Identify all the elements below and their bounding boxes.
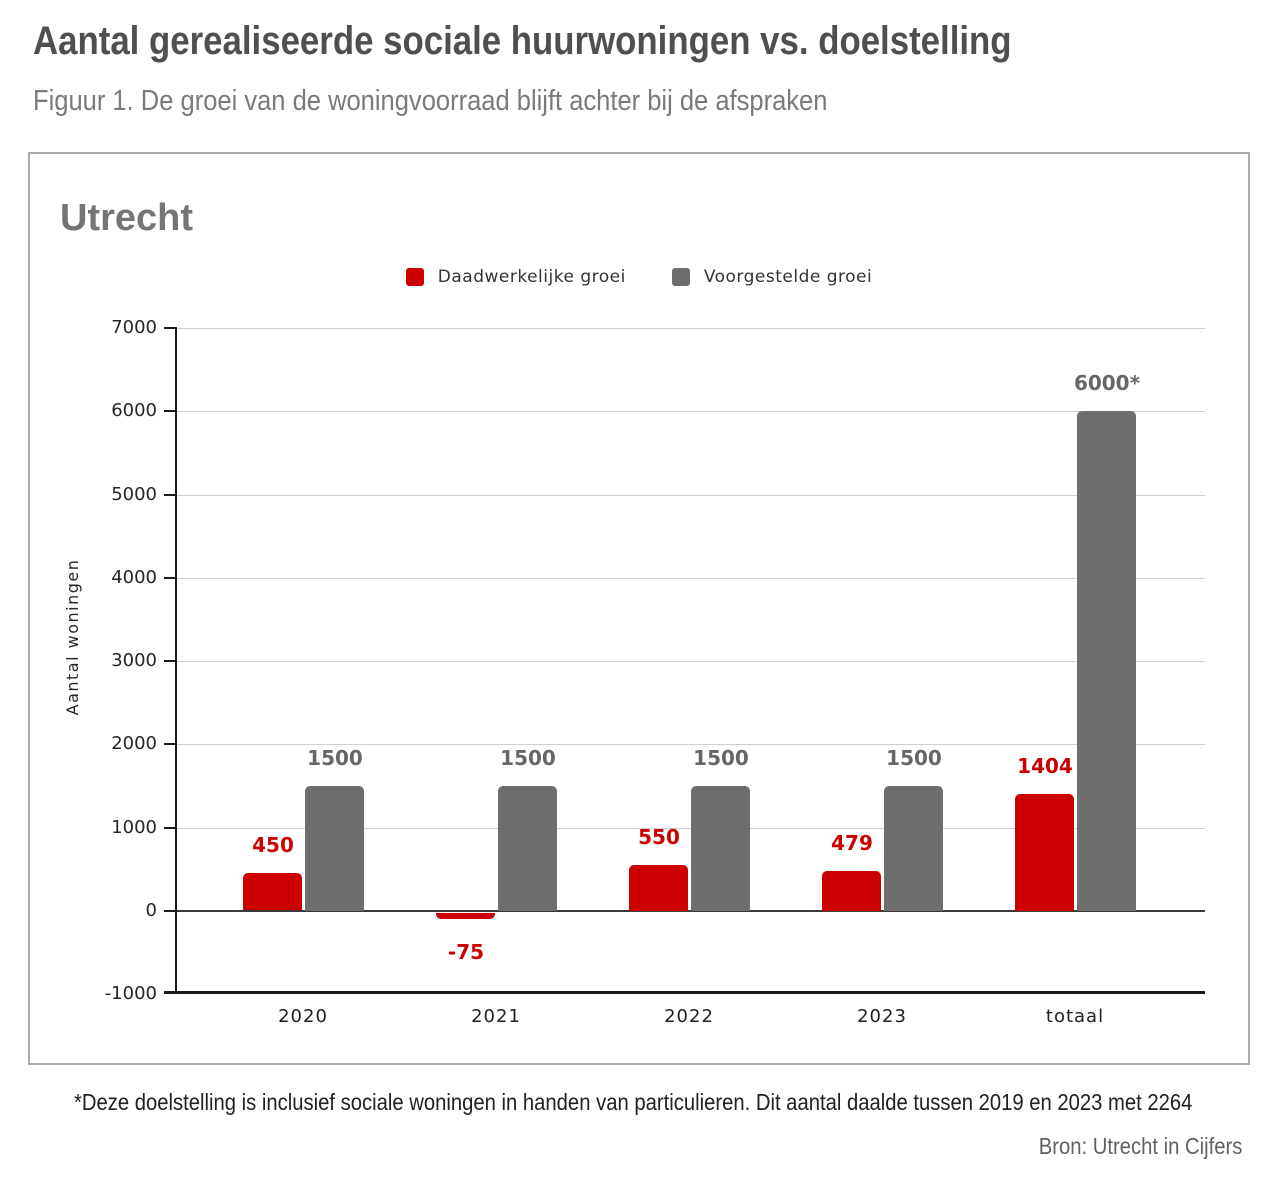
bar-label-proposed-2020: 1500 [307, 746, 363, 770]
x-tick-label-2020: 2020 [278, 1006, 328, 1027]
page-subtitle: Figuur 1. De groei van de woningvoorraad blijft achter bij de afspraken [33, 85, 828, 117]
legend-swatch-gray-icon [672, 268, 690, 286]
bar-label-proposed-2023: 1500 [886, 746, 942, 770]
y-tick-label: 6000 [111, 400, 157, 421]
bar-proposed-2020 [305, 786, 364, 911]
y-axis-tick [164, 410, 177, 412]
bar-actual-2020 [243, 873, 302, 910]
bar-label-proposed-2022: 1500 [693, 746, 749, 770]
legend-swatch-red-icon [406, 268, 424, 286]
y-axis-tick [164, 577, 177, 579]
x-axis-line [164, 991, 1205, 994]
bar-actual-2021 [436, 913, 495, 919]
legend-label-actual: Daadwerkelijke groei [437, 267, 626, 287]
y-axis-tick [164, 494, 177, 496]
bar-label-actual-2023: 479 [831, 831, 873, 855]
y-tick-label: 7000 [111, 317, 157, 338]
chart-region-title: Utrecht [60, 197, 194, 239]
gridline [177, 328, 1205, 329]
bar-label-proposed-totaal: 6000* [1073, 371, 1141, 395]
y-tick-label: 0 [145, 900, 157, 921]
source-credit: Bron: Utrecht in Cijfers [1038, 1133, 1242, 1159]
bar-proposed-2021 [498, 786, 557, 911]
footnote: *Deze doelstelling is inclusief sociale woningen in handen van particulieren. Dit aantal daalde tussen 2019 en 2023 met 2264 [74, 1089, 1193, 1115]
y-axis-tick [164, 743, 177, 745]
bar-label-proposed-2021: 1500 [500, 746, 556, 770]
y-tick-label: 2000 [111, 733, 157, 754]
legend-label-proposed: Voorgestelde groei [703, 267, 873, 287]
bar-proposed-2023 [884, 786, 943, 911]
bar-label-actual-totaal: 1404 [1017, 754, 1073, 778]
bar-label-actual-2022: 550 [638, 825, 680, 849]
legend-item-proposed [672, 267, 872, 287]
x-tick-label-2021: 2021 [471, 1006, 521, 1027]
y-axis-tick [164, 660, 177, 662]
legend-item-actual [406, 267, 626, 287]
y-tick-label: 5000 [111, 484, 157, 505]
bar-actual-2022 [629, 865, 688, 911]
x-tick-label-2022: 2022 [664, 1006, 714, 1027]
gridline [177, 744, 1205, 745]
y-axis-title: Aantal woningen [63, 558, 82, 716]
gridline [177, 495, 1205, 496]
y-tick-label: 3000 [111, 650, 157, 671]
bar-proposed-2022 [691, 786, 750, 911]
plot-area [104, 317, 1205, 1027]
bar-proposed-totaal [1077, 411, 1136, 911]
gridline [177, 578, 1205, 579]
x-tick-label-totaal: totaal [1045, 1006, 1105, 1027]
page-title: Aantal gerealiseerde sociale huurwoningen vs. doelstelling [33, 19, 1012, 63]
chart-legend [28, 261, 1250, 293]
bar-actual-totaal [1015, 794, 1074, 911]
bar-label-actual-2020: 450 [252, 833, 294, 857]
y-tick-label: -1000 [104, 983, 157, 1004]
y-tick-label: 1000 [111, 817, 157, 838]
gridline [177, 411, 1205, 412]
bar-actual-2023 [822, 871, 881, 911]
bar-label-actual-2021: -75 [447, 940, 485, 964]
y-axis-tick [164, 827, 177, 829]
y-axis-tick [164, 327, 177, 329]
y-axis-tick [164, 910, 177, 912]
y-tick-label: 4000 [111, 567, 157, 588]
x-tick-label-2023: 2023 [857, 1006, 907, 1027]
gridline [177, 661, 1205, 662]
